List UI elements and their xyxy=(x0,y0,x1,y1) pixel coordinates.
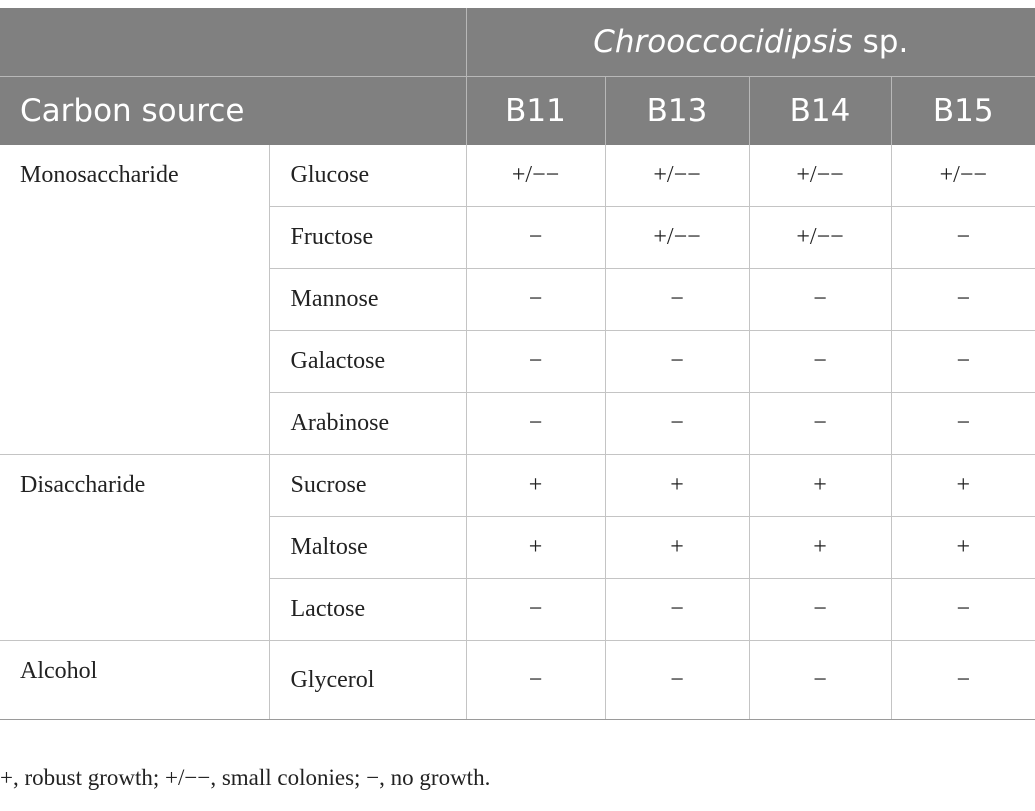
header-blank-cell xyxy=(0,8,466,77)
growth-value-cell: +/−− xyxy=(605,145,749,207)
carbon-source-name: Arabinose xyxy=(269,393,466,455)
growth-value-cell: − xyxy=(749,641,891,720)
growth-value-cell: − xyxy=(891,393,1035,455)
table-row xyxy=(0,145,1035,207)
strain-header: B11 xyxy=(466,77,605,146)
growth-value-cell: − xyxy=(891,207,1035,269)
carbon-source-name: Mannose xyxy=(269,269,466,331)
group-label: Disaccharide xyxy=(0,455,269,641)
group-label: Monosaccharide xyxy=(0,145,269,455)
growth-value-cell: +/−− xyxy=(466,145,605,207)
species-header xyxy=(466,8,1035,77)
growth-value-cell: + xyxy=(605,455,749,517)
carbon-source-name: Galactose xyxy=(269,331,466,393)
growth-value-cell: − xyxy=(466,331,605,393)
table-row xyxy=(0,455,1035,517)
growth-value-cell: − xyxy=(605,269,749,331)
growth-value-cell: − xyxy=(605,641,749,720)
growth-value-cell: − xyxy=(891,641,1035,720)
growth-value-cell: − xyxy=(605,393,749,455)
growth-value-cell: − xyxy=(891,269,1035,331)
carbon-source-name: Maltose xyxy=(269,517,466,579)
table-row xyxy=(0,641,1035,720)
growth-value-cell: + xyxy=(605,517,749,579)
growth-value-cell: + xyxy=(466,517,605,579)
table-header xyxy=(0,8,1035,145)
species-name: Chrooccocidipsis xyxy=(593,24,853,60)
growth-value-cell: − xyxy=(891,579,1035,641)
growth-value-cell: − xyxy=(749,579,891,641)
table-footnote: +, robust growth; +/−−, small colonies; −, no growth. xyxy=(0,765,491,790)
growth-value-cell: + xyxy=(466,455,605,517)
growth-value-cell: + xyxy=(891,517,1035,579)
group-label: Alcohol xyxy=(0,641,269,720)
growth-value-cell: + xyxy=(891,455,1035,517)
growth-value-cell: − xyxy=(605,579,749,641)
carbon-source-name: Glycerol xyxy=(269,641,466,720)
carbon-source-name: Fructose xyxy=(269,207,466,269)
growth-value-cell: + xyxy=(749,455,891,517)
growth-value-cell: − xyxy=(466,207,605,269)
growth-value-cell: +/−− xyxy=(891,145,1035,207)
carbon-source-name: Lactose xyxy=(269,579,466,641)
growth-value-cell: − xyxy=(466,579,605,641)
growth-value-cell: +/−− xyxy=(605,207,749,269)
growth-value-cell: − xyxy=(466,641,605,720)
growth-value-cell: − xyxy=(749,269,891,331)
growth-value-cell: − xyxy=(466,393,605,455)
strain-header: B14 xyxy=(749,77,891,146)
growth-value-cell: − xyxy=(749,393,891,455)
species-suffix: sp. xyxy=(852,24,909,60)
carbon-source-header: Carbon source xyxy=(0,77,466,146)
growth-value-cell: − xyxy=(891,331,1035,393)
growth-value-cell: − xyxy=(605,331,749,393)
strain-header: B13 xyxy=(605,77,749,146)
growth-value-cell: − xyxy=(749,331,891,393)
table-body xyxy=(0,145,1035,720)
carbon-source-table xyxy=(0,8,1035,720)
growth-value-cell: +/−− xyxy=(749,207,891,269)
growth-value-cell: +/−− xyxy=(749,145,891,207)
strain-header: B15 xyxy=(891,77,1035,146)
growth-value-cell: − xyxy=(466,269,605,331)
carbon-source-name: Sucrose xyxy=(269,455,466,517)
carbon-source-name: Glucose xyxy=(269,145,466,207)
growth-value-cell: + xyxy=(749,517,891,579)
